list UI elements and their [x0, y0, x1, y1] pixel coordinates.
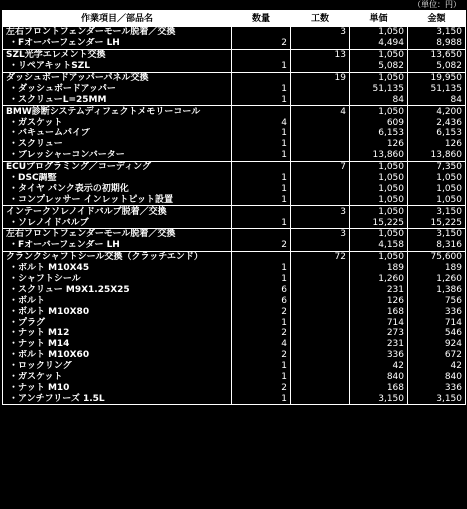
part-labor [291, 83, 350, 94]
part-unit-price: 6,153 [350, 128, 408, 139]
part-qty: 2 [232, 240, 291, 251]
part-unit-price: 1,050 [350, 194, 408, 205]
part-name: ・ナット M10 [3, 383, 232, 394]
part-labor [291, 194, 350, 205]
part-amount: 13,860 [408, 150, 466, 161]
part-name: ・プレッシャーコンバーター [3, 150, 232, 161]
part-labor [291, 217, 350, 228]
part-row [3, 83, 466, 94]
part-row [3, 393, 466, 404]
part-unit-price: 231 [350, 284, 408, 295]
part-unit-price: 1,260 [350, 274, 408, 285]
part-unit-price: 42 [350, 361, 408, 372]
work-item-labor: 19 [291, 72, 350, 83]
part-name: ・ボルト M10X45 [3, 263, 232, 274]
work-item-qty [232, 27, 291, 38]
part-row [3, 383, 466, 394]
work-item-name: 左右フロントフェンダーモール脱着／交換 [3, 229, 232, 240]
part-name: ・ダッシュボードアッパー [3, 83, 232, 94]
part-name: ・ソレノイドバルブ [3, 217, 232, 228]
work-item-row [3, 27, 466, 38]
work-item-row [3, 251, 466, 262]
part-qty: 1 [232, 61, 291, 72]
part-unit-price: 126 [350, 295, 408, 306]
work-item-row [3, 206, 466, 217]
part-unit-price: 336 [350, 350, 408, 361]
section [3, 251, 466, 404]
part-unit-price: 5,082 [350, 61, 408, 72]
part-labor [291, 328, 350, 339]
work-item-unit-price: 1,050 [350, 27, 408, 38]
part-amount: 189 [408, 263, 466, 274]
section [3, 161, 466, 206]
part-name: ・スクリュー [3, 139, 232, 150]
part-qty: 1 [232, 317, 291, 328]
part-labor [291, 128, 350, 139]
part-labor [291, 317, 350, 328]
part-name: ・バキュームパイプ [3, 128, 232, 139]
section [3, 27, 466, 50]
work-item-amount: 3,150 [408, 229, 466, 240]
part-name: ・リペアキットSZL [3, 61, 232, 72]
header-amount: 金額 [408, 11, 466, 27]
part-qty: 2 [232, 328, 291, 339]
part-row [3, 217, 466, 228]
section [3, 106, 466, 161]
part-amount: 8,988 [408, 38, 466, 49]
part-amount: 546 [408, 328, 466, 339]
part-qty: 1 [232, 274, 291, 285]
part-name: ・シャフトシール [3, 274, 232, 285]
part-qty: 1 [232, 128, 291, 139]
part-name: ・ボルト M10X80 [3, 306, 232, 317]
header-unit-price: 単価 [350, 11, 408, 27]
part-name: ・スクリューL=25MM [3, 94, 232, 105]
part-qty: 1 [232, 393, 291, 404]
part-unit-price: 273 [350, 328, 408, 339]
part-unit-price: 231 [350, 339, 408, 350]
part-row [3, 61, 466, 72]
work-item-labor: 7 [291, 161, 350, 172]
part-amount: 1,050 [408, 194, 466, 205]
part-labor [291, 339, 350, 350]
part-qty: 1 [232, 139, 291, 150]
work-item-labor: 3 [291, 229, 350, 240]
part-row [3, 94, 466, 105]
work-item-amount: 3,150 [408, 206, 466, 217]
header-item: 作業項目／部品名 [3, 11, 232, 27]
part-qty: 1 [232, 372, 291, 383]
header-qty: 数量 [232, 11, 291, 27]
part-row [3, 139, 466, 150]
part-name: ・ナット M14 [3, 339, 232, 350]
work-item-qty [232, 229, 291, 240]
part-amount: 840 [408, 372, 466, 383]
part-qty: 4 [232, 117, 291, 128]
part-qty: 1 [232, 83, 291, 94]
part-unit-price: 4,158 [350, 240, 408, 251]
part-row [3, 194, 466, 205]
part-name: ・コンプレッサー インレットピット設置 [3, 194, 232, 205]
part-labor [291, 263, 350, 274]
part-labor [291, 372, 350, 383]
work-item-labor: 3 [291, 206, 350, 217]
part-unit-price: 126 [350, 139, 408, 150]
work-item-labor: 13 [291, 49, 350, 60]
part-labor [291, 61, 350, 72]
work-item-unit-price: 1,050 [350, 161, 408, 172]
work-item-labor: 72 [291, 251, 350, 262]
part-row [3, 306, 466, 317]
work-item-name: ダッシュボードアッパーパネル交換 [3, 72, 232, 83]
work-item-row [3, 72, 466, 83]
part-row [3, 117, 466, 128]
part-row [3, 173, 466, 184]
part-unit-price: 1,050 [350, 183, 408, 194]
part-amount: 1,050 [408, 183, 466, 194]
part-name: ・ナット M12 [3, 328, 232, 339]
part-amount: 15,225 [408, 217, 466, 228]
part-amount: 2,436 [408, 117, 466, 128]
part-row [3, 339, 466, 350]
work-item-row [3, 106, 466, 117]
part-labor [291, 393, 350, 404]
part-labor [291, 139, 350, 150]
part-name: ・タイヤ パンク表示の初期化 [3, 183, 232, 194]
part-name: ・DSC調整 [3, 173, 232, 184]
part-qty: 1 [232, 194, 291, 205]
part-unit-price: 840 [350, 372, 408, 383]
part-amount: 1,050 [408, 173, 466, 184]
work-item-amount: 75,600 [408, 251, 466, 262]
part-amount: 5,082 [408, 61, 466, 72]
part-amount: 336 [408, 306, 466, 317]
work-item-row [3, 229, 466, 240]
part-qty: 1 [232, 183, 291, 194]
part-unit-price: 3,150 [350, 393, 408, 404]
work-item-name: 左右フロントフェンダーモール脱着／交換 [3, 27, 232, 38]
part-name: ・プラグ [3, 317, 232, 328]
part-amount: 756 [408, 295, 466, 306]
part-labor [291, 361, 350, 372]
work-item-unit-price: 1,050 [350, 229, 408, 240]
header-row [3, 11, 466, 27]
part-labor [291, 383, 350, 394]
part-labor [291, 350, 350, 361]
part-row [3, 274, 466, 285]
work-item-name: BMW診断システムディフェクトメモリーコール [3, 106, 232, 117]
work-item-qty [232, 72, 291, 83]
part-labor [291, 94, 350, 105]
part-qty: 4 [232, 339, 291, 350]
part-qty: 2 [232, 38, 291, 49]
work-item-unit-price: 1,050 [350, 106, 408, 117]
part-qty: 1 [232, 94, 291, 105]
part-row [3, 38, 466, 49]
work-item-name: インテークソレノイドバルブ脱着／交換 [3, 206, 232, 217]
part-labor [291, 284, 350, 295]
work-item-unit-price: 1,050 [350, 72, 408, 83]
part-unit-price: 714 [350, 317, 408, 328]
part-amount: 336 [408, 383, 466, 394]
work-item-name: クランクシャフトシール交換（クラッチエンド） [3, 251, 232, 262]
part-labor [291, 306, 350, 317]
part-unit-price: 168 [350, 306, 408, 317]
work-item-name: SZL光学エレメント交換 [3, 49, 232, 60]
part-unit-price: 15,225 [350, 217, 408, 228]
part-unit-price: 4,494 [350, 38, 408, 49]
part-amount: 924 [408, 339, 466, 350]
part-name: ・スクリュー M9X1.25X25 [3, 284, 232, 295]
part-row [3, 361, 466, 372]
part-name: ・ガスケット [3, 117, 232, 128]
work-item-unit-price: 1,050 [350, 49, 408, 60]
work-item-labor: 3 [291, 27, 350, 38]
work-item-qty [232, 251, 291, 262]
part-unit-price: 609 [350, 117, 408, 128]
unit-note: （単位：円） [413, 0, 461, 9]
section [3, 49, 466, 72]
part-amount: 1,260 [408, 274, 466, 285]
work-item-labor: 4 [291, 106, 350, 117]
part-name: ・アンチフリーズ 1.5L [3, 393, 232, 404]
part-amount: 84 [408, 94, 466, 105]
part-qty: 6 [232, 295, 291, 306]
part-qty: 1 [232, 217, 291, 228]
part-qty: 1 [232, 150, 291, 161]
part-name: ・ロックリング [3, 361, 232, 372]
part-qty: 6 [232, 284, 291, 295]
work-item-row [3, 161, 466, 172]
work-item-amount: 19,950 [408, 72, 466, 83]
part-qty: 1 [232, 263, 291, 274]
part-labor [291, 274, 350, 285]
part-row [3, 328, 466, 339]
part-amount: 672 [408, 350, 466, 361]
part-amount: 6,153 [408, 128, 466, 139]
work-item-row [3, 49, 466, 60]
part-amount: 126 [408, 139, 466, 150]
part-unit-price: 168 [350, 383, 408, 394]
part-row [3, 263, 466, 274]
part-qty: 1 [232, 173, 291, 184]
part-amount: 1,386 [408, 284, 466, 295]
part-unit-price: 51,135 [350, 83, 408, 94]
part-row [3, 350, 466, 361]
part-row [3, 372, 466, 383]
part-amount: 42 [408, 361, 466, 372]
part-unit-price: 1,050 [350, 173, 408, 184]
work-item-qty [232, 206, 291, 217]
part-unit-price: 189 [350, 263, 408, 274]
work-item-unit-price: 1,050 [350, 206, 408, 217]
part-amount: 51,135 [408, 83, 466, 94]
header-labor: 工数 [291, 11, 350, 27]
work-item-unit-price: 1,050 [350, 251, 408, 262]
part-amount: 8,316 [408, 240, 466, 251]
part-unit-price: 84 [350, 94, 408, 105]
work-item-amount: 3,150 [408, 27, 466, 38]
part-row [3, 150, 466, 161]
estimate-table [2, 10, 466, 405]
part-row [3, 183, 466, 194]
part-qty: 1 [232, 361, 291, 372]
part-labor [291, 117, 350, 128]
section [3, 72, 466, 106]
part-name: ・ボルト [3, 295, 232, 306]
work-item-amount: 13,650 [408, 49, 466, 60]
part-labor [291, 295, 350, 306]
part-amount: 714 [408, 317, 466, 328]
work-item-qty [232, 106, 291, 117]
part-row [3, 240, 466, 251]
part-qty: 2 [232, 350, 291, 361]
part-amount: 3,150 [408, 393, 466, 404]
part-labor [291, 240, 350, 251]
part-row [3, 284, 466, 295]
part-name: ・Fオーバーフェンダー LH [3, 38, 232, 49]
part-labor [291, 183, 350, 194]
part-qty: 2 [232, 383, 291, 394]
work-item-name: ECUプログラミング／コーディング [3, 161, 232, 172]
part-name: ・ガスケット [3, 372, 232, 383]
part-labor [291, 150, 350, 161]
part-unit-price: 13,860 [350, 150, 408, 161]
work-item-amount: 7,350 [408, 161, 466, 172]
part-row [3, 128, 466, 139]
work-item-qty [232, 161, 291, 172]
part-row [3, 295, 466, 306]
part-qty: 2 [232, 306, 291, 317]
part-name: ・Fオーバーフェンダー LH [3, 240, 232, 251]
work-item-amount: 4,200 [408, 106, 466, 117]
part-row [3, 317, 466, 328]
section [3, 229, 466, 252]
part-labor [291, 38, 350, 49]
part-labor [291, 173, 350, 184]
section [3, 206, 466, 229]
work-item-qty [232, 49, 291, 60]
part-name: ・ボルト M10X60 [3, 350, 232, 361]
